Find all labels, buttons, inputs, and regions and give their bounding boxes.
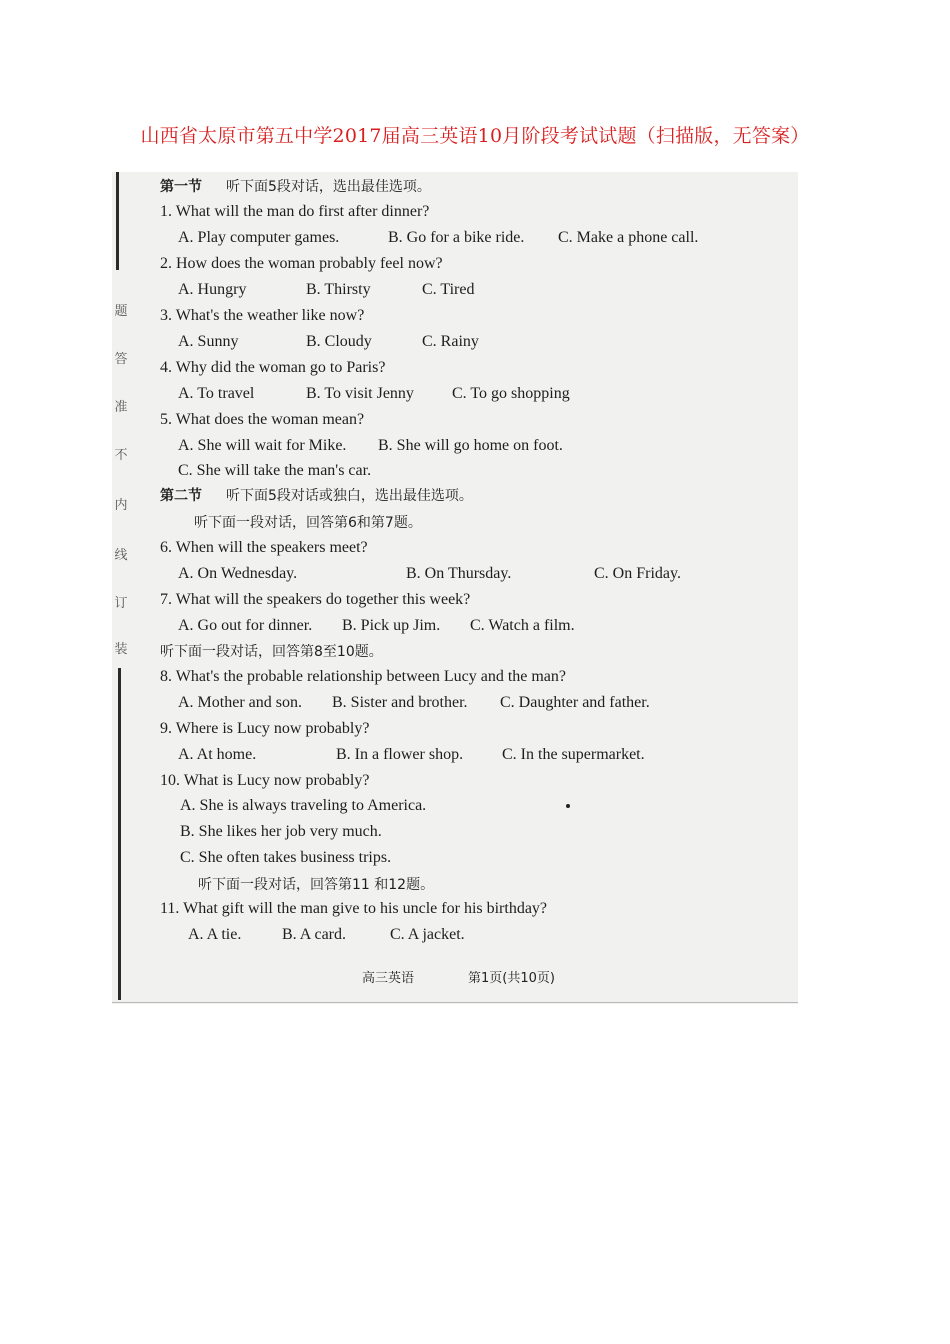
- option-c: C. On Friday.: [594, 565, 681, 582]
- option-a: A. To travel: [178, 385, 255, 402]
- question-stem: 6. When will the speakers meet?: [160, 539, 368, 556]
- question-stem: 1. What will the man do first after dinner?: [160, 203, 430, 220]
- scan-speck: [566, 804, 570, 808]
- option-c: C. Watch a film.: [470, 617, 575, 634]
- option-a: A. She is always traveling to America.: [180, 797, 427, 814]
- section-2-instruction: 听下面5段对话或独白，选出最佳选项。: [226, 488, 473, 504]
- question-stem: 8. What's the probable relationship between Lucy and the man?: [160, 668, 567, 685]
- margin-char: 题: [114, 304, 128, 319]
- option-c: C. In the supermarket.: [502, 746, 645, 763]
- margin-char: 不: [114, 448, 128, 463]
- option-c: C. Rainy: [422, 333, 479, 350]
- option-a: A. Mother and son.: [178, 694, 302, 711]
- option-a: A. Sunny: [178, 333, 239, 350]
- binding-line-bottom: [118, 668, 121, 1000]
- option-c: C. To go shopping: [452, 385, 570, 402]
- sub-instruction-q6-7: 听下面一段对话，回答第6和第7题。: [194, 515, 422, 531]
- question-stem: 11. What gift will the man give to his uncle for his birthday?: [160, 900, 548, 917]
- option-a: A. A tie.: [188, 926, 242, 943]
- section-2-label: 第二节: [160, 488, 202, 504]
- sub-instruction-q11-12: 听下面一段对话，回答第11 和12题。: [198, 877, 435, 893]
- question-stem: 4. Why did the woman go to Paris?: [160, 359, 386, 376]
- margin-char: 准: [114, 400, 128, 415]
- margin-char: 答: [114, 352, 128, 367]
- option-b: B. She will go home on foot.: [378, 437, 563, 454]
- option-a: A. She will wait for Mike.: [178, 437, 347, 454]
- option-c: C. A jacket.: [390, 926, 465, 943]
- footer-page-number: 第1页(共10页): [468, 971, 555, 986]
- option-b: B. A card.: [282, 926, 346, 943]
- scan-bottom-edge: [112, 1002, 798, 1003]
- option-a: A. On Wednesday.: [178, 565, 298, 582]
- section-2-heading: [160, 485, 473, 505]
- question-stem: 9. Where is Lucy now probably?: [160, 720, 370, 737]
- option-c: C. She often takes business trips.: [180, 849, 392, 866]
- option-b: B. On Thursday.: [406, 565, 512, 582]
- option-c: C. Tired: [422, 281, 475, 298]
- margin-char: 装: [114, 642, 128, 657]
- option-b: B. Cloudy: [306, 333, 372, 350]
- section-1-heading: [160, 176, 431, 196]
- option-a: A. Go out for dinner.: [178, 617, 313, 634]
- question-stem: 10. What is Lucy now probably?: [160, 772, 370, 789]
- margin-char: 线: [114, 548, 128, 563]
- option-b: B. Thirsty: [306, 281, 371, 298]
- option-b: B. Sister and brother.: [332, 694, 468, 711]
- option-a: A. Play computer games.: [178, 229, 340, 246]
- option-b: B. She likes her job very much.: [180, 823, 382, 840]
- option-b: B. To visit Jenny: [306, 385, 414, 402]
- question-stem: 2. How does the woman probably feel now?: [160, 255, 443, 272]
- option-c: C. She will take the man's car.: [178, 462, 372, 479]
- option-a: A. Hungry: [178, 281, 247, 298]
- option-a: A. At home.: [178, 746, 257, 763]
- binding-line-top: [116, 172, 119, 270]
- scanned-exam-page: [112, 172, 798, 1004]
- document-title: 山西省太原市第五中学2017届高三英语10月阶段考试试题（扫描版，无答案）: [140, 125, 810, 147]
- question-stem: 3. What's the weather like now?: [160, 307, 365, 324]
- option-b: B. In a flower shop.: [336, 746, 464, 763]
- question-stem: 7. What will the speakers do together this week?: [160, 591, 471, 608]
- section-1-instruction: 听下面5段对话，选出最佳选项。: [226, 179, 431, 195]
- margin-char: 内: [114, 498, 128, 513]
- question-stem: 5. What does the woman mean?: [160, 411, 365, 428]
- section-1-label: 第一节: [160, 179, 202, 195]
- option-c: C. Daughter and father.: [500, 694, 650, 711]
- option-c: C. Make a phone call.: [558, 229, 699, 246]
- margin-char: 订: [114, 596, 128, 611]
- footer-subject: 高三英语: [362, 971, 415, 986]
- sub-instruction-q8-10: 听下面一段对话，回答第8至10题。: [160, 644, 383, 660]
- option-b: B. Pick up Jim.: [342, 617, 441, 634]
- option-b: B. Go for a bike ride.: [388, 229, 525, 246]
